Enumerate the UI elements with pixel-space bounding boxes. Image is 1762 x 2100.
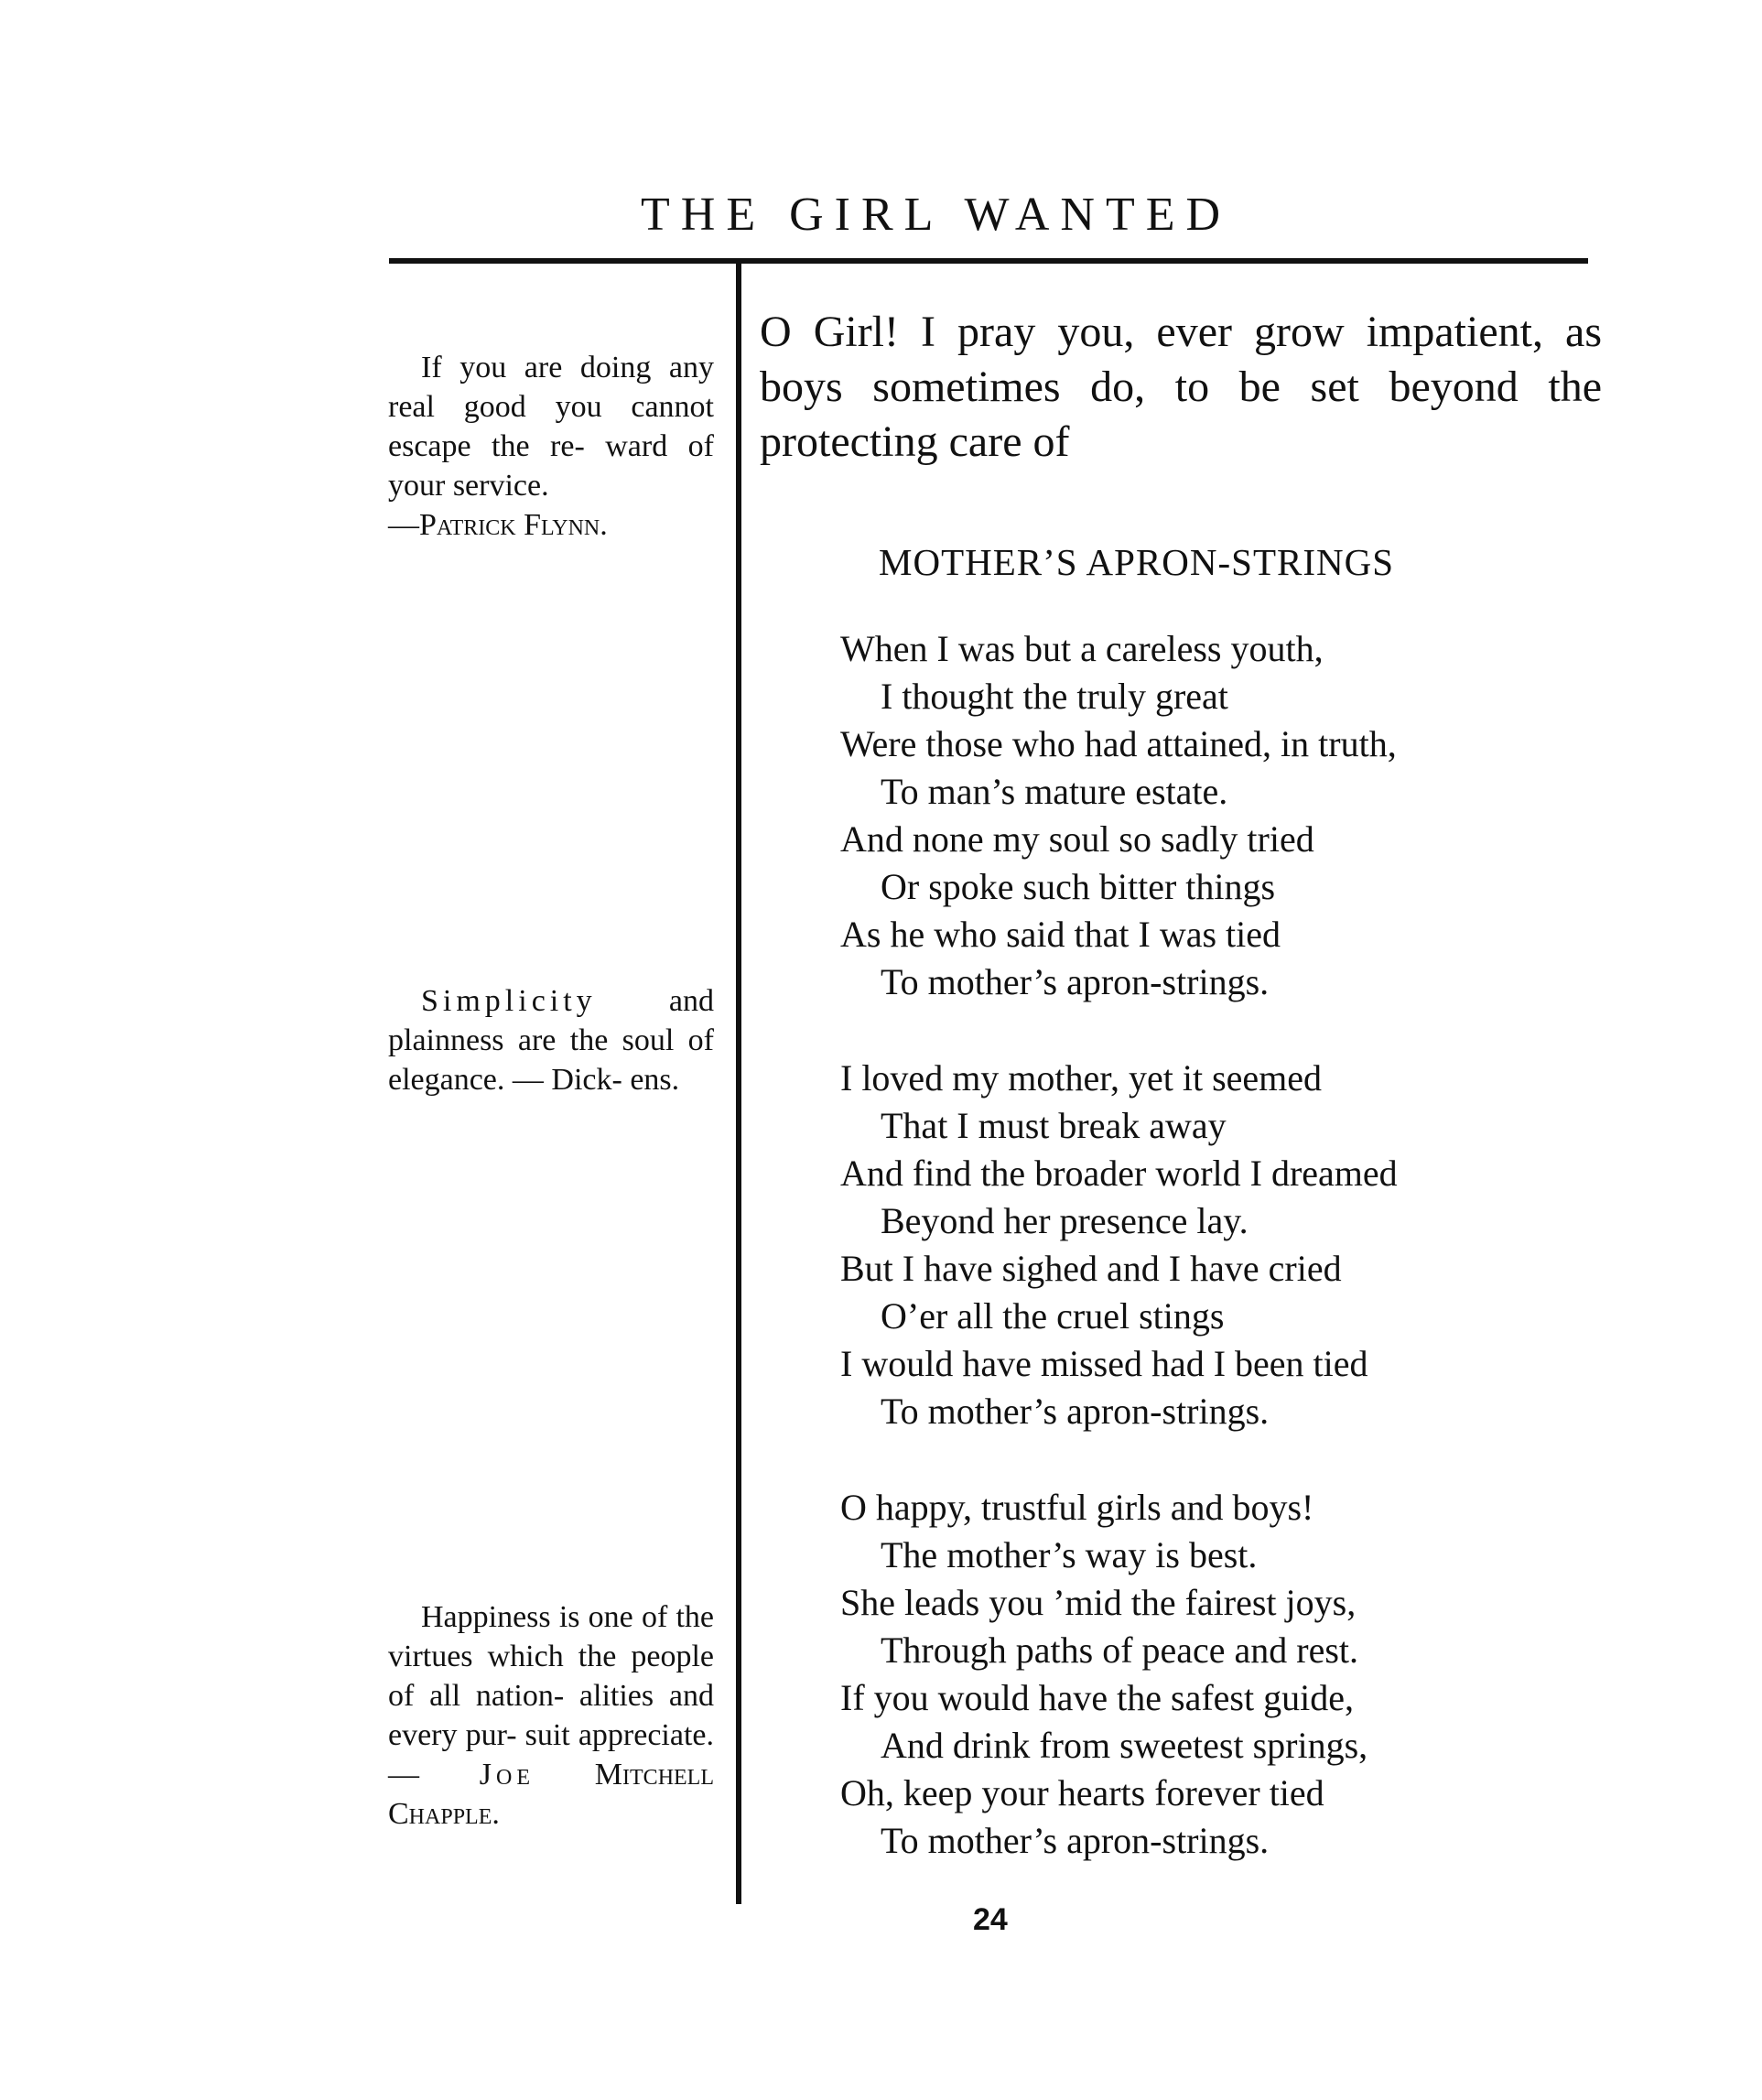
poem-line: When I was but a careless youth,: [840, 628, 1324, 669]
poem-line: As he who said that I was tied: [840, 914, 1281, 955]
poem-line: To mother’s apron-strings.: [881, 961, 1270, 1002]
poem-title: MOTHER’S APRON-STRINGS: [879, 541, 1395, 583]
poem-line: And find the broader world I dreamed: [840, 1153, 1398, 1194]
side-quote-text: If you are doing any real good you cannot escape the re- ward of your service.: [388, 351, 714, 503]
side-quote-attribution-first: Joe: [479, 1758, 535, 1791]
poem-stanza: [840, 1484, 1591, 1865]
poem-line: To man’s mature estate.: [881, 771, 1228, 812]
poem-line: She leads you ’mid the fairest joys,: [840, 1582, 1357, 1623]
poem-line: The mother’s way is best.: [881, 1534, 1258, 1575]
side-quote-lead: Simplicity: [421, 984, 597, 1018]
poem-line: Were those who had attained, in truth,: [840, 723, 1397, 764]
side-quote-attribution: —Patrick Flynn.: [388, 508, 608, 542]
poem-line: If you would have the safest guide,: [840, 1677, 1354, 1718]
running-head: THE GIRL WANTED: [641, 189, 1232, 241]
side-quote-flynn: [388, 348, 714, 545]
poem-line: And drink from sweetest springs,: [881, 1725, 1368, 1766]
header-rule: [389, 258, 1588, 264]
side-quote-text: Happiness is one of the virtues which the people of all nation- alities and every pur- suit appreciate.—: [388, 1600, 714, 1791]
intro-paragraph: O Girl! I pray you, ever grow impatient, as boys sometimes do, to be set beyond the protecting care of: [760, 308, 1602, 466]
poem-line: Oh, keep your hearts forever tied: [840, 1772, 1324, 1813]
poem-line: And none my soul so sadly tried: [840, 818, 1314, 860]
poem-line: Through paths of peace and rest.: [881, 1629, 1359, 1671]
poem-line: That I must break away: [881, 1105, 1227, 1146]
poem-line: O’er all the cruel stings: [881, 1295, 1225, 1337]
side-quote-chapple: [388, 1597, 714, 1834]
page-number: 24: [973, 1902, 1008, 1937]
poem-line: I thought the truly great: [881, 676, 1228, 717]
side-quote-dickens: [388, 981, 714, 1099]
side-quote-attribution: Mitchell Chapple.: [388, 1758, 715, 1831]
poem-line: O happy, trustful girls and boys!: [840, 1487, 1314, 1528]
poem-line: Or spoke such bitter things: [881, 866, 1276, 907]
poem-line: To mother’s apron-strings.: [881, 1391, 1270, 1432]
poem-line: I would have missed had I been tied: [840, 1343, 1368, 1384]
poem-line: I loved my mother, yet it seemed: [840, 1057, 1323, 1099]
poem-line: To mother’s apron-strings.: [881, 1820, 1270, 1861]
side-quote-text: and plainness are the soul of elegance. — Dick- ens.: [388, 984, 714, 1097]
column-rule: [736, 258, 741, 1904]
poem-line: Beyond her presence lay.: [881, 1200, 1249, 1241]
poem-stanza: [840, 625, 1591, 1006]
poem-line: But I have sighed and I have cried: [840, 1248, 1342, 1289]
poem-stanza: [840, 1055, 1591, 1435]
